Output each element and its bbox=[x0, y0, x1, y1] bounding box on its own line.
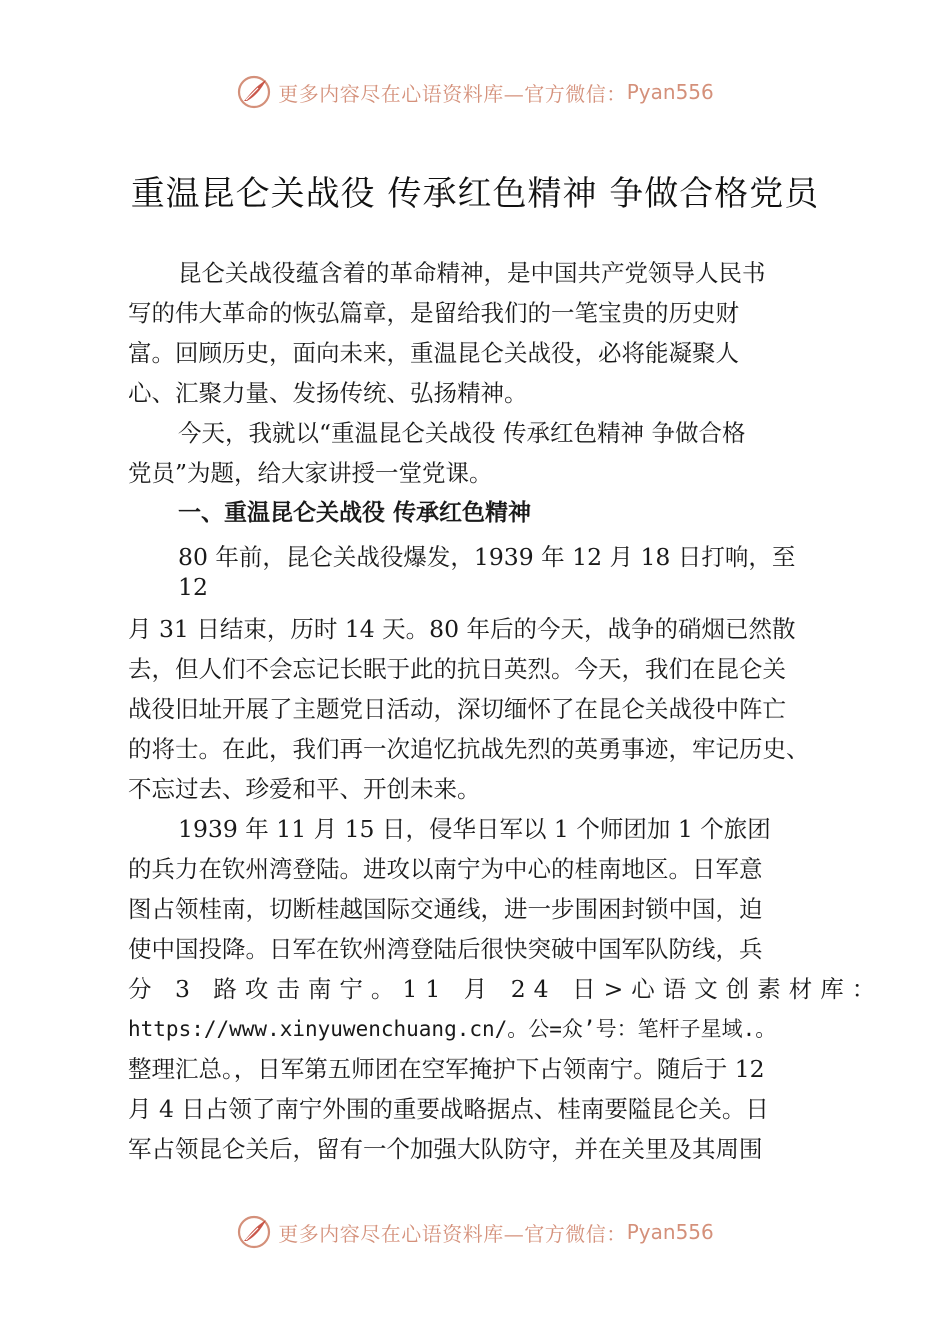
paragraph-line: 分 3 路攻击南宁。11 月 24 日>心语文创素材库： bbox=[128, 975, 884, 1003]
paragraph-line: 昆仑关战役蕴含着的革命精神，是中国共产党领导人民书 bbox=[178, 259, 766, 287]
paragraph-line: 使中国投降。日军在钦州湾登陆后很快突破中国军队防线，兵 bbox=[128, 935, 763, 963]
paragraph-line: 去，但人们不会忘记长眠于此的抗日英烈。今天，我们在昆仑关 bbox=[128, 655, 786, 683]
section-heading: 一、重温昆仑关战役 传承红色精神 bbox=[178, 500, 532, 526]
paragraph-line: 今天，我就以“重温昆仑关战役 传承红色精神 争做合格 bbox=[178, 419, 746, 447]
paragraph-line: 80 年前，昆仑关战役爆发，1939 年 12 月 18 日打响，至 bbox=[178, 543, 796, 571]
watermark-text: 更多内容尽在心语资料库—官方微信： bbox=[278, 81, 627, 106]
paragraph-line: 月 4 日占领了南宁外围的重要战略据点、桂南要隘昆仑关。日 bbox=[128, 1095, 769, 1123]
paragraph-line: 富。回顾历史，面向未来，重温昆仑关战役，必将能凝聚人 bbox=[128, 339, 739, 367]
watermark-text: 更多内容尽在心语资料库—官方微信： bbox=[278, 1221, 627, 1246]
quill-logo-icon bbox=[236, 1214, 272, 1250]
paragraph-line: 1939 年 11 月 15 日，侵华日军以 1 个师团加 1 个旅团 bbox=[178, 815, 771, 843]
paragraph-line: 12 bbox=[178, 573, 208, 601]
paragraph-line: 的兵力在钦州湾登陆。进攻以南宁为中心的桂南地区。日军意 bbox=[128, 855, 763, 883]
paragraph-line: 军占领昆仑关后，留有一个加强大队防守，并在关里及其周围 bbox=[128, 1135, 763, 1163]
document-title: 重温昆仑关战役 传承红色精神 争做合格党员 bbox=[130, 174, 820, 214]
header-watermark bbox=[0, 72, 950, 112]
paragraph-line: 整理汇总。，日军第五师团在空军掩护下占领南宁。随后于 12 bbox=[128, 1055, 765, 1083]
watermark-wechat: Pyan556 bbox=[626, 1220, 714, 1244]
paragraph-line: 心、汇聚力量、发扬传统、弘扬精神。 bbox=[128, 379, 528, 407]
footer-watermark bbox=[0, 1212, 950, 1252]
quill-logo-icon bbox=[236, 74, 272, 110]
paragraph-line: 写的伟大革命的恢弘篇章，是留给我们的一笔宝贵的历史财 bbox=[128, 299, 739, 327]
watermark-wechat: Pyan556 bbox=[626, 80, 714, 104]
paragraph-line: 不忘过去、珍爱和平、开创未来。 bbox=[128, 775, 481, 803]
paragraph-line: https://www.xinyuwenchuang.cn/。公=众’号：笔杆子星域.。 bbox=[128, 1017, 777, 1041]
paragraph-line: 的将士。在此，我们再一次追忆抗战先烈的英勇事迹，牢记历史、 bbox=[128, 735, 810, 763]
paragraph-line: 图占领桂南，切断桂越国际交通线，进一步围困封锁中国，迫 bbox=[128, 895, 763, 923]
paragraph-line: 党员”为题，给大家讲授一堂党课。 bbox=[128, 459, 493, 487]
paragraph-line: 月 31 日结束，历时 14 天。80 年后的今天，战争的硝烟已然散 bbox=[128, 615, 796, 643]
paragraph-line: 战役旧址开展了主题党日活动，深切缅怀了在昆仑关战役中阵亡 bbox=[128, 695, 786, 723]
